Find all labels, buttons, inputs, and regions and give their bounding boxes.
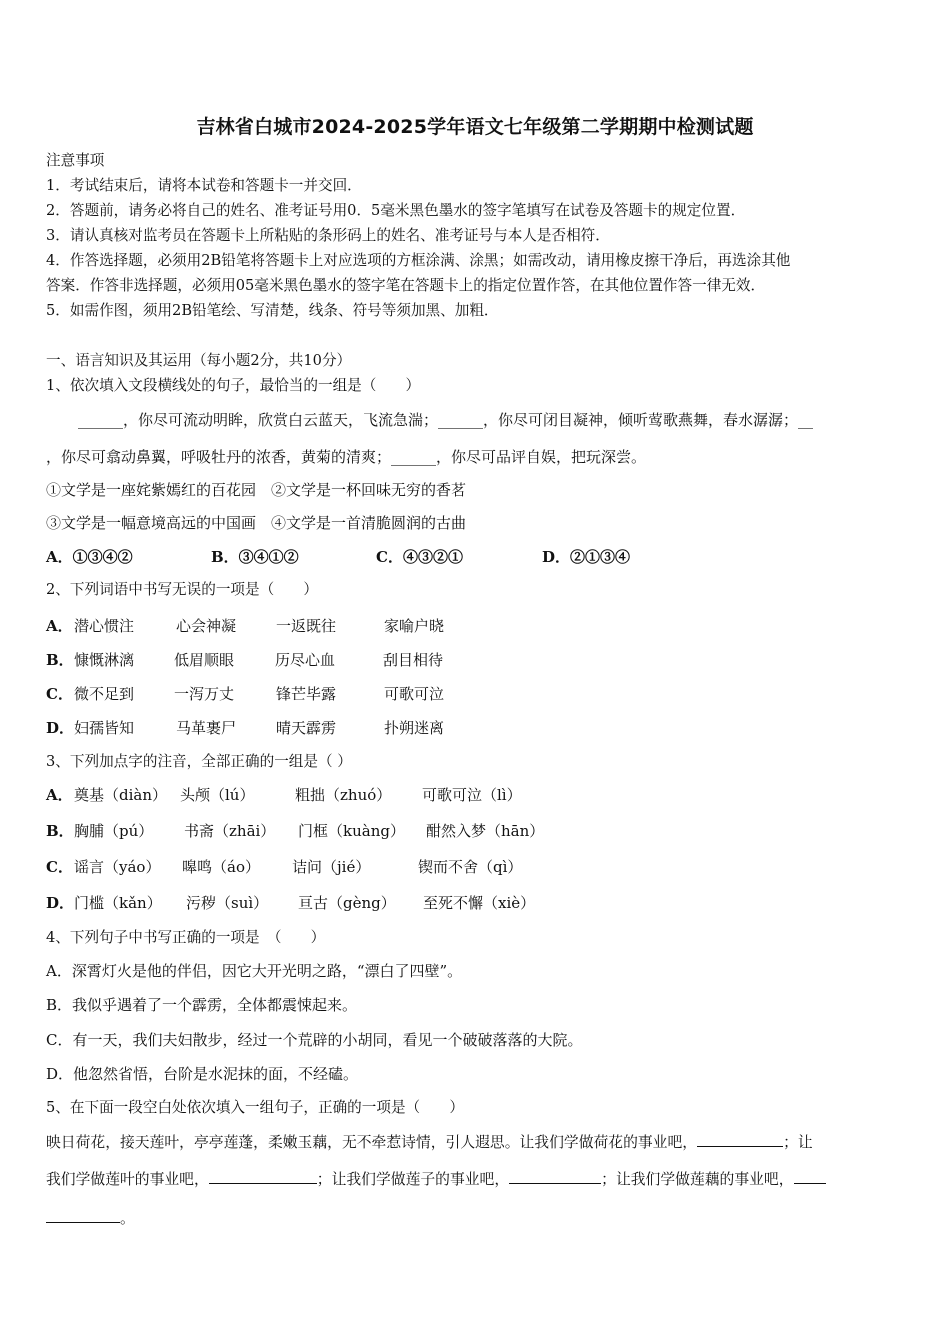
word: 头颅（lú） xyxy=(180,786,255,804)
page-title: 吉林省白城市2024-2025学年语文七年级第二学期期中检测试题 xyxy=(196,116,754,138)
option-letter: B． xyxy=(46,651,74,669)
notice-item-3: 3．请认真核对监考员在答题卡上所粘贴的条形码上的姓名、准考证号与本人是否相符． xyxy=(46,227,610,244)
word: 门槛（kǎn） xyxy=(74,894,162,912)
q1-option-a[interactable]: A．①③④② xyxy=(46,548,133,566)
q5-passage-line-1 xyxy=(46,1132,813,1153)
word: 扑朔迷离 xyxy=(384,719,445,737)
word: 粗拙（zhuó） xyxy=(295,786,392,804)
q5-text: 。 xyxy=(120,1210,135,1227)
notice-heading: 注意事项 xyxy=(46,152,105,169)
notice-item-4: 4．作答选择题，必须用2B铅笔将答题卡上对应选项的方框涂满、涂黑；如需改动，请用橡皮擦干净后，再选涂其他 xyxy=(46,252,791,269)
q1-sentences-line-1: ①文学是一座姹紫嫣红的百花园 ②文学是一杯回味无穷的香茗 xyxy=(46,481,467,499)
q5-passage-line-2 xyxy=(46,1169,826,1190)
word: 妇孺皆知 xyxy=(74,719,135,737)
q4-option-c[interactable]: C．有一天，我们夫妇散步，经过一个荒辟的小胡同，看见一个破破落落的大院。 xyxy=(46,1031,583,1049)
word: 胸脯（pú） xyxy=(74,822,154,840)
notice-item-4-cont: 答案．作答非选择题，必须用05毫米黑色墨水的签字笔在答题卡上的指定位置作答，在其他位置作答一律无效． xyxy=(46,277,766,294)
word: 刮目相待 xyxy=(383,651,444,669)
notice-item-1: 1．考试结束后，请将本试卷和答题卡一并交回． xyxy=(46,177,362,194)
q4-stem: 4、下列句子中书写正确的一项是 （ ） xyxy=(46,929,326,946)
answer-blank[interactable] xyxy=(794,1169,826,1184)
answer-blank[interactable] xyxy=(697,1132,783,1147)
q5-text: 我们学做莲叶的事业吧， xyxy=(46,1171,209,1188)
word: 历尽心血 xyxy=(275,651,336,669)
q5-text: 映日荷花，接天莲叶，亭亭莲蓬，柔嫩玉藕，无不牵惹诗情，引人遐思。让我们学做荷花的事业吧， xyxy=(46,1134,698,1151)
word: 锲而不舍（qì） xyxy=(418,858,523,876)
option-letter: A． xyxy=(46,617,73,635)
word: 低眉顺眼 xyxy=(174,651,235,669)
q1-option-b[interactable]: B．③④①② xyxy=(211,548,299,566)
word: 马革裹尸 xyxy=(176,719,237,737)
option-letter: B． xyxy=(46,822,74,840)
q5-text: ；让我们学做莲藕的事业吧， xyxy=(601,1171,794,1188)
q1-sentences-line-2: ③文学是一幅意境高远的中国画 ④文学是一首清脆圆润的古曲 xyxy=(46,514,467,532)
q1-option-c[interactable]: C．④③②① xyxy=(376,548,463,566)
word: 家喻户晓 xyxy=(384,617,445,635)
option-letter: D． xyxy=(46,894,75,912)
q5-text: ；让 xyxy=(783,1134,813,1151)
section-heading: 一、语言知识及其运用（每小题2分，共10分） xyxy=(46,352,352,369)
option-letter: D． xyxy=(46,719,75,737)
q5-passage-line-3 xyxy=(46,1208,135,1229)
notice-item-5: 5．如需作图，须用2B铅笔绘、写清楚，线条、符号等须加黑、加粗． xyxy=(46,302,499,319)
q5-stem: 5、在下面一段空白处依次填入一组句子，正确的一项是（ ） xyxy=(46,1099,464,1116)
word: 门框（kuàng） xyxy=(298,822,405,840)
word: 奠基（diàn） xyxy=(74,786,168,804)
answer-blank[interactable] xyxy=(209,1169,317,1184)
word: 慷慨淋漓 xyxy=(74,651,135,669)
notice-item-2: 2．答题前，请务必将自己的姓名、准考证号用0．5毫米黑色墨水的签字笔填写在试卷及答题卡的规定位置． xyxy=(46,202,746,219)
word: 一泻万丈 xyxy=(174,685,235,703)
word: 嗥鸣（áo） xyxy=(182,858,260,876)
q4-option-a[interactable]: A．深霄灯火是他的伴侣，因它大开光明之路，“漂白了四壁”。 xyxy=(46,962,463,980)
word: 可歌可泣（lì） xyxy=(422,786,522,804)
answer-blank[interactable] xyxy=(46,1208,120,1223)
word: 污秽（suì） xyxy=(186,894,269,912)
q3-stem: 3、下列加点字的注音，全部正确的一组是（ ） xyxy=(46,753,352,770)
answer-blank[interactable] xyxy=(509,1169,601,1184)
word: 酣然入梦（hān） xyxy=(426,822,545,840)
word: 谣言（yáo） xyxy=(74,858,161,876)
option-letter: C． xyxy=(46,685,73,703)
option-letter: A． xyxy=(46,786,73,804)
word: 书斋（zhāi） xyxy=(184,822,276,840)
word: 晴天霹雳 xyxy=(276,719,337,737)
word: 潜心惯注 xyxy=(74,617,135,635)
word: 微不足到 xyxy=(74,685,135,703)
q4-option-b[interactable]: B．我似乎遇着了一个霹雳，全体都震悚起来。 xyxy=(46,996,358,1014)
word: 可歌可泣 xyxy=(384,685,445,703)
q4-option-d[interactable]: D．他忽然省悟，台阶是水泥抹的面，不经磕。 xyxy=(46,1065,359,1083)
q1-option-d[interactable]: D．②①③④ xyxy=(542,548,631,566)
word: 心会神凝 xyxy=(176,617,237,635)
word: 亘古（gèng） xyxy=(298,894,396,912)
word: 一返既往 xyxy=(276,617,337,635)
word: 诘问（jié） xyxy=(292,858,371,876)
q1-passage-line-2: ，你尽可翕动鼻翼，呼吸牡丹的浓香，黄菊的清爽；______，你尽可品评自娱，把玩深尝。 xyxy=(46,448,647,466)
option-letter: C． xyxy=(46,858,73,876)
q2-stem: 2、下列词语中书写无误的一项是（ ） xyxy=(46,581,318,598)
word: 锋芒毕露 xyxy=(276,685,337,703)
word: 至死不懈（xiè） xyxy=(423,894,536,912)
q1-passage-line-1: ______，你尽可流动明眸，欣赏白云蓝天，飞流急湍；______，你尽可闭目凝神，倾听莺歌燕舞，春水潺潺；__ xyxy=(78,411,814,429)
q5-text: ；让我们学做莲子的事业吧， xyxy=(316,1171,510,1188)
q1-stem: 1、依次填入文段横线处的句子，最恰当的一组是（ ） xyxy=(46,377,421,394)
